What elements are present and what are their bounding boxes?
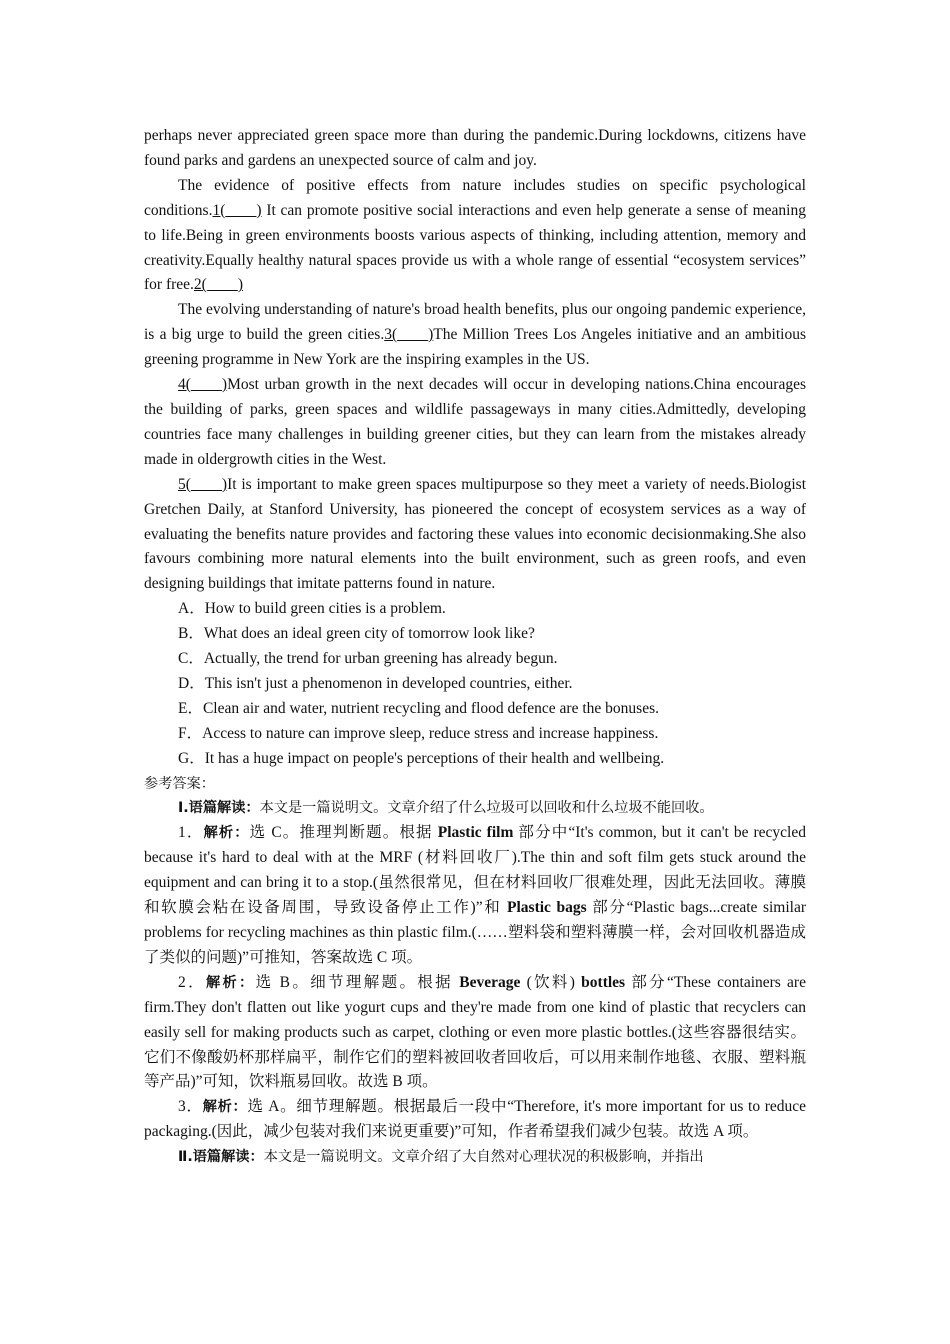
option-a: A．How to build green cities is a problem. xyxy=(178,600,446,618)
option-d: D．This isn't just a phenomenon in developed countries, either. xyxy=(178,674,573,692)
q1-text: 选 C。推理判断题。根据 xyxy=(249,824,438,842)
answers-heading xyxy=(144,772,806,797)
part1-label: Ⅰ.语篇解读： xyxy=(178,800,260,817)
answer-q1 xyxy=(144,821,806,970)
passage-text: The Million Trees Los Angeles initiative and an ambitious greening programme in New York are the inspiring examples in the US. xyxy=(144,326,806,369)
blank-5: 5(____) xyxy=(178,475,228,493)
passage-text: The evolving understanding of nature's broad health benefits, plus our ongoing pandemic experience, is a big urge to build the green cities. xyxy=(144,301,806,344)
blank-1: 1(____) xyxy=(212,201,262,219)
blank-4: 4(____) xyxy=(178,376,228,394)
q1-label: 解析： xyxy=(203,825,250,842)
passage-paragraph xyxy=(144,298,806,373)
blank-3: 3(____) xyxy=(384,326,434,344)
passage-text: It can promote positive social interactions and even help generate a sense of meaning to life.Being in green environments boosts various aspects of thinking, including attention, memory and creativity.Equally healthy natural spaces provide us with a whole range of essential “ecosystem services” for free. xyxy=(144,201,806,294)
q2-text: 部分“These containers are firm.They don't flatten out like yogurt cups and they're made from one kind of plastic that recyclers can easily sell for making products such as carpet, clothing or even more plastic bottles.(这些容器很结实。它们不像酸奶杯那样扁平，制作它们的塑料被回收者回收后，可以用来制作地毯、衣服、塑料瓶等产品)”可知，饮料瓶易回收。故选 B 项。 xyxy=(144,973,806,1091)
answer-q2 xyxy=(144,971,806,1096)
q2-text: 选 B。细节理解题。根据 xyxy=(255,973,460,991)
part1-text: 本文是一篇说明文。文章介绍了什么垃圾可以回收和什么垃圾不能回收。 xyxy=(259,800,714,817)
passage-text: The evidence of positive effects from nature includes studies on specific psychological conditions. xyxy=(144,176,806,219)
passage-text: Most urban growth in the next decades will occur in developing nations.China encourages the building of parks, green spaces and wildlife passageways in many cities.Admittedly, developing countries face many challenges in building greener cities, but they can learn from the mistakes already made in oldergrowth cities in the West. xyxy=(144,376,806,468)
document-page xyxy=(144,124,806,1170)
passage-text: It is important to make green spaces multipurpose so they meet a variety of needs.Biologist Gretchen Daily, at Stanford University, has pioneered the concept of ecosystem services as a way of evaluating the benefits nature provides and factoring these values into economic decisionmaking.She also favours combining more natural elements into the built environment, such as green roofs, and even designing buildings that imitate patterns found in nature. xyxy=(144,475,806,593)
q2-text: (饮料) xyxy=(520,973,582,991)
q3-label: 解析： xyxy=(202,1099,248,1116)
blank-2: 2(____) xyxy=(193,276,243,294)
part2-reading-note xyxy=(144,1145,806,1170)
q2-label: 解析： xyxy=(205,974,256,991)
part2-text: 本文是一篇说明文。文章介绍了大自然对心理状况的积极影响，并指出 xyxy=(263,1149,704,1166)
q3-text: 选 A。细节理解题。根据最后一段中“Therefore, it's more important for us to reduce packaging.(因此，减少包装对我们来说更重要)”可知，作者希望我们减少包装。故选 A 项。 xyxy=(144,1098,806,1141)
q2-bold-term: Beverage xyxy=(459,973,521,991)
passage-paragraph xyxy=(144,373,806,473)
q1-bold-term: Plastic film xyxy=(437,824,514,842)
part2-label: Ⅱ.语篇解读： xyxy=(178,1149,264,1166)
passage-paragraph xyxy=(144,473,806,598)
option-f: F．Access to nature can improve sleep, reduce stress and increase happiness. xyxy=(178,724,659,742)
q2-bold-term: bottles xyxy=(581,973,626,991)
passage-paragraph: perhaps never appreciated green space more than during the pandemic.During lockdowns, citizens have found parks and gardens an unexpected source of calm and joy. xyxy=(144,127,806,169)
option-e: E．Clean air and water, nutrient recycling and flood defence are the bonuses. xyxy=(178,699,659,717)
q3-number: 3． xyxy=(178,1098,203,1116)
answers-heading-text: 参考答案： xyxy=(144,775,215,792)
passage-paragraph xyxy=(144,174,806,299)
answer-q3 xyxy=(144,1095,806,1145)
option-g: G．It has a huge impact on people's perceptions of their health and wellbeing. xyxy=(178,749,665,767)
q1-bold-term: Plastic bags xyxy=(507,899,587,917)
part1-reading-note xyxy=(144,796,806,821)
q2-number: 2． xyxy=(178,973,206,991)
q1-text: 部分“Plastic bags...create similar problems for recycling machines as thin plastic film.(……塑料袋和塑料薄膜一样，会对回收机器造成了类似的问题)”可推知，答案故选 C 项。 xyxy=(144,899,806,966)
q1-number: 1． xyxy=(178,824,204,842)
q1-text: 部分中“It's common, but it can't be recycled because it's hard to deal with at the MRF (材料回收厂).The thin and soft film gets stuck around the equipment and can bring it to a stop.(虽然很常见，但在材料回收厂很难处理，因此无法回收。薄膜和软膜会粘在设备周围，导致设备停止工作)”和 xyxy=(144,824,806,917)
option-c: C．Actually, the trend for urban greening has already begun. xyxy=(178,650,558,668)
option-b: B．What does an ideal green city of tomorrow look like? xyxy=(178,625,535,643)
